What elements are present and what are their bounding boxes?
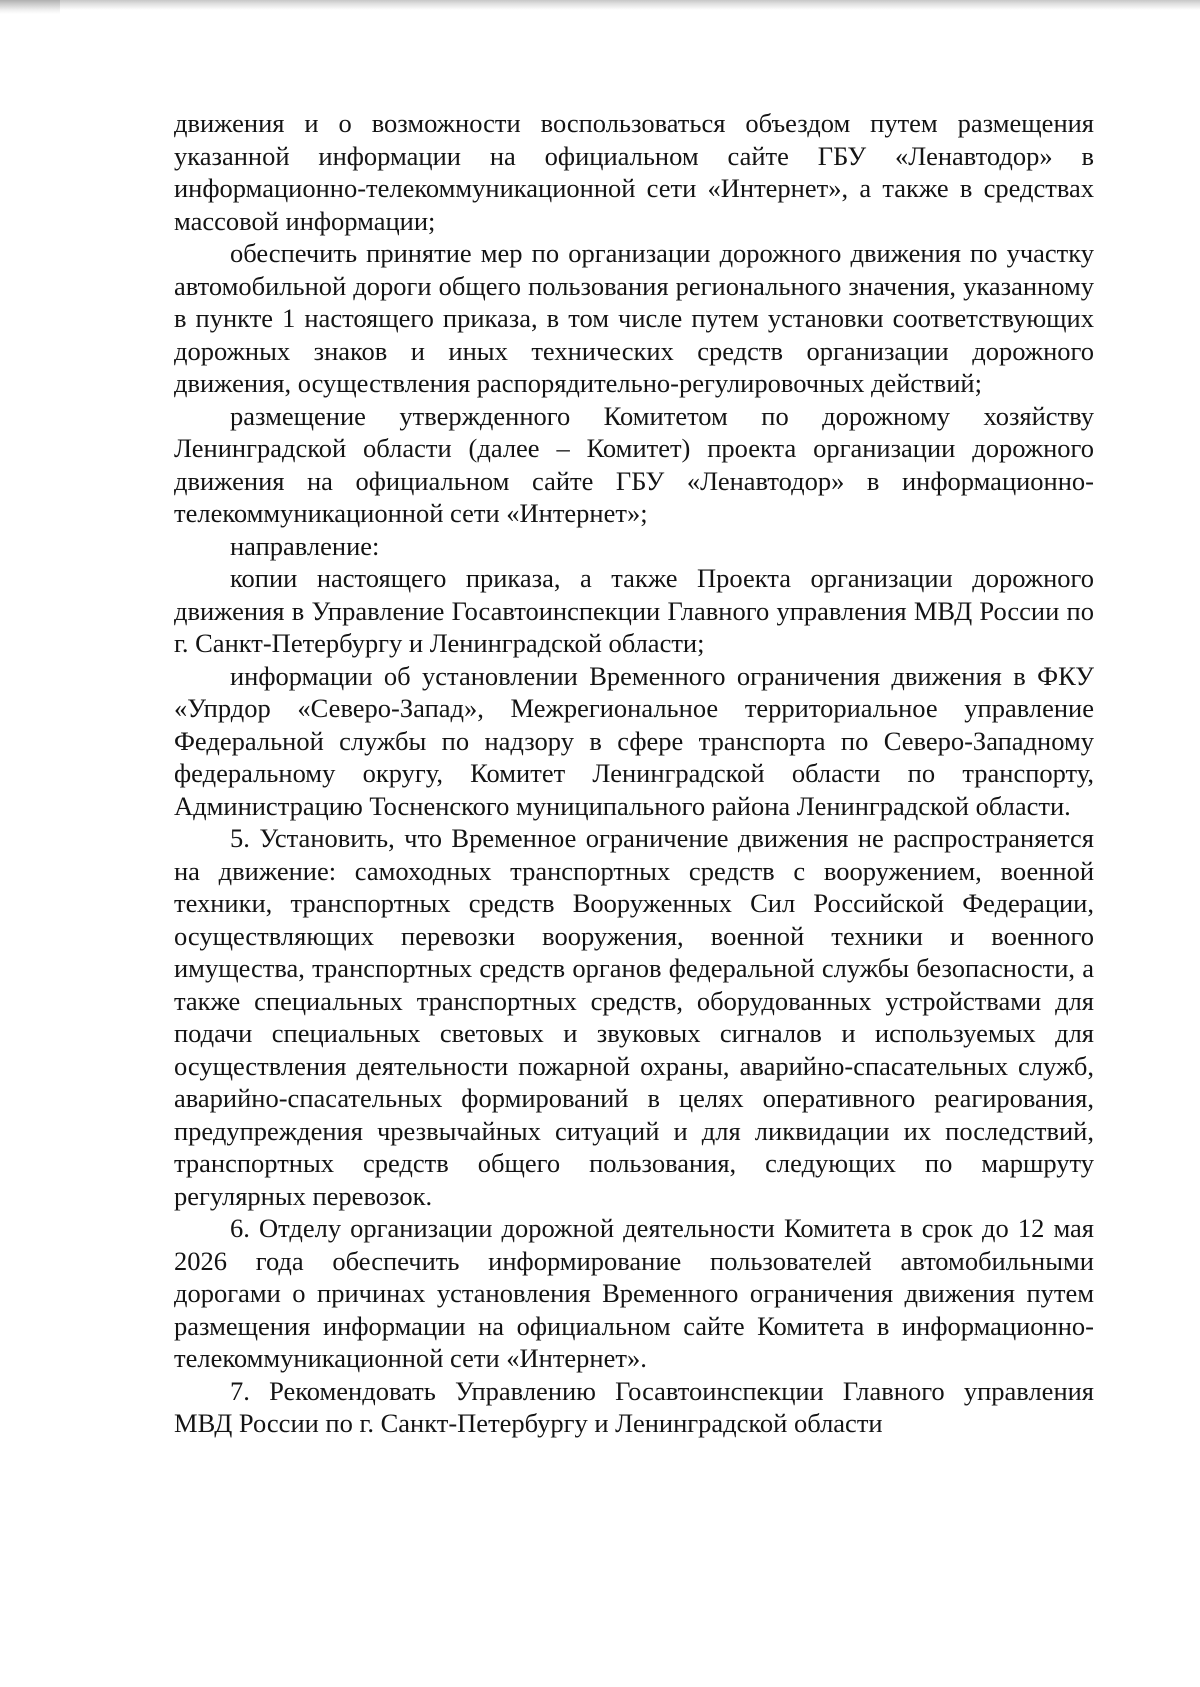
document-body — [174, 107, 1094, 1440]
paragraph-continuation: движения и о возможности воспользоваться объездом путем размещения указанной информации на официальном сайте ГБУ «Ленавтодор» в информационно-телекоммуникационной сети «Интернет», а также в средствах массовой информации; — [174, 108, 1094, 236]
paragraph-publication: размещение утвержденного Комитетом по дорожному хозяйству Ленинградской области (далее – Комитет) проекта организации дорожного движения на официальном сайте ГБУ «Ленавтодор» в информационно-телекоммуникационной сети «Интернет»; — [174, 400, 1094, 528]
paragraph-ensure-measures: обеспечить принятие мер по организации дорожного движения по участку автомобильной дороги общего пользования регионального значения, указанному в пункте 1 настоящего приказа, в том числе путем установки соответствующих дорожных знаков и иных технических средств организации дорожного движения, осуществления распорядительно-регулировочных действий; — [174, 238, 1094, 398]
paragraph-item-6: 6. Отделу организации дорожной деятельности Комитета в срок до 12 мая 2026 года обеспечить информирование пользователей автомобильными дорогами о причинах установления Временного ограничения движения путем размещения информации на официальном сайте Комитета в информационно-телекоммуникационной сети «Интернет». — [174, 1213, 1094, 1373]
paragraph-item-7: 7. Рекомендовать Управлению Госавтоинспекции Главного управления МВД России по г. Санкт-Петербургу и Ленинградской области — [174, 1375, 1094, 1438]
paragraph-copies: копии настоящего приказа, а также Проекта организации дорожного движения в Управление Госавтоинспекции Главного управления МВД России по г. Санкт-Петербургу и Ленинградской области; — [174, 563, 1094, 658]
paragraph-information: информации об установлении Временного ограничения движения в ФКУ «Упрдор «Северо-Запад», Межрегиональное территориальное управление Федеральной службы по надзору в сфере транспорта по Северо-Западному федеральному округу, Комитет Ленинградской области по транспорту, Администрацию Тосненского муниципального района Ленинградской области. — [174, 660, 1094, 821]
scan-corner-shadow — [0, 0, 60, 14]
paragraph-item-5: 5. Установить, что Временное ограничение движения не распространяется на движение: самоходных транспортных средств с вооружением, военной техники, транспортных средств Вооруженных Сил Российской Федерации, осуществляющих перевозки вооружения, военной техники и военного имущества, транспортных средств органов федеральной службы безопасности, а также специальных транспортных средств, оборудованных устройствами для подачи специальных световых и звуковых сигналов и используемых для осуществления деятельности пожарной охраны, аварийно-спасательных служб, аварийно-спасательных формирований в целях оперативного реагирования, предупреждения чрезвычайных ситуаций и для ликвидации их последствий, транспортных средств общего пользования, следующих по маршруту регулярных перевозок. — [174, 823, 1094, 1211]
scan-top-edge — [0, 0, 1200, 10]
paragraph-direction-heading: направление: — [230, 530, 380, 561]
